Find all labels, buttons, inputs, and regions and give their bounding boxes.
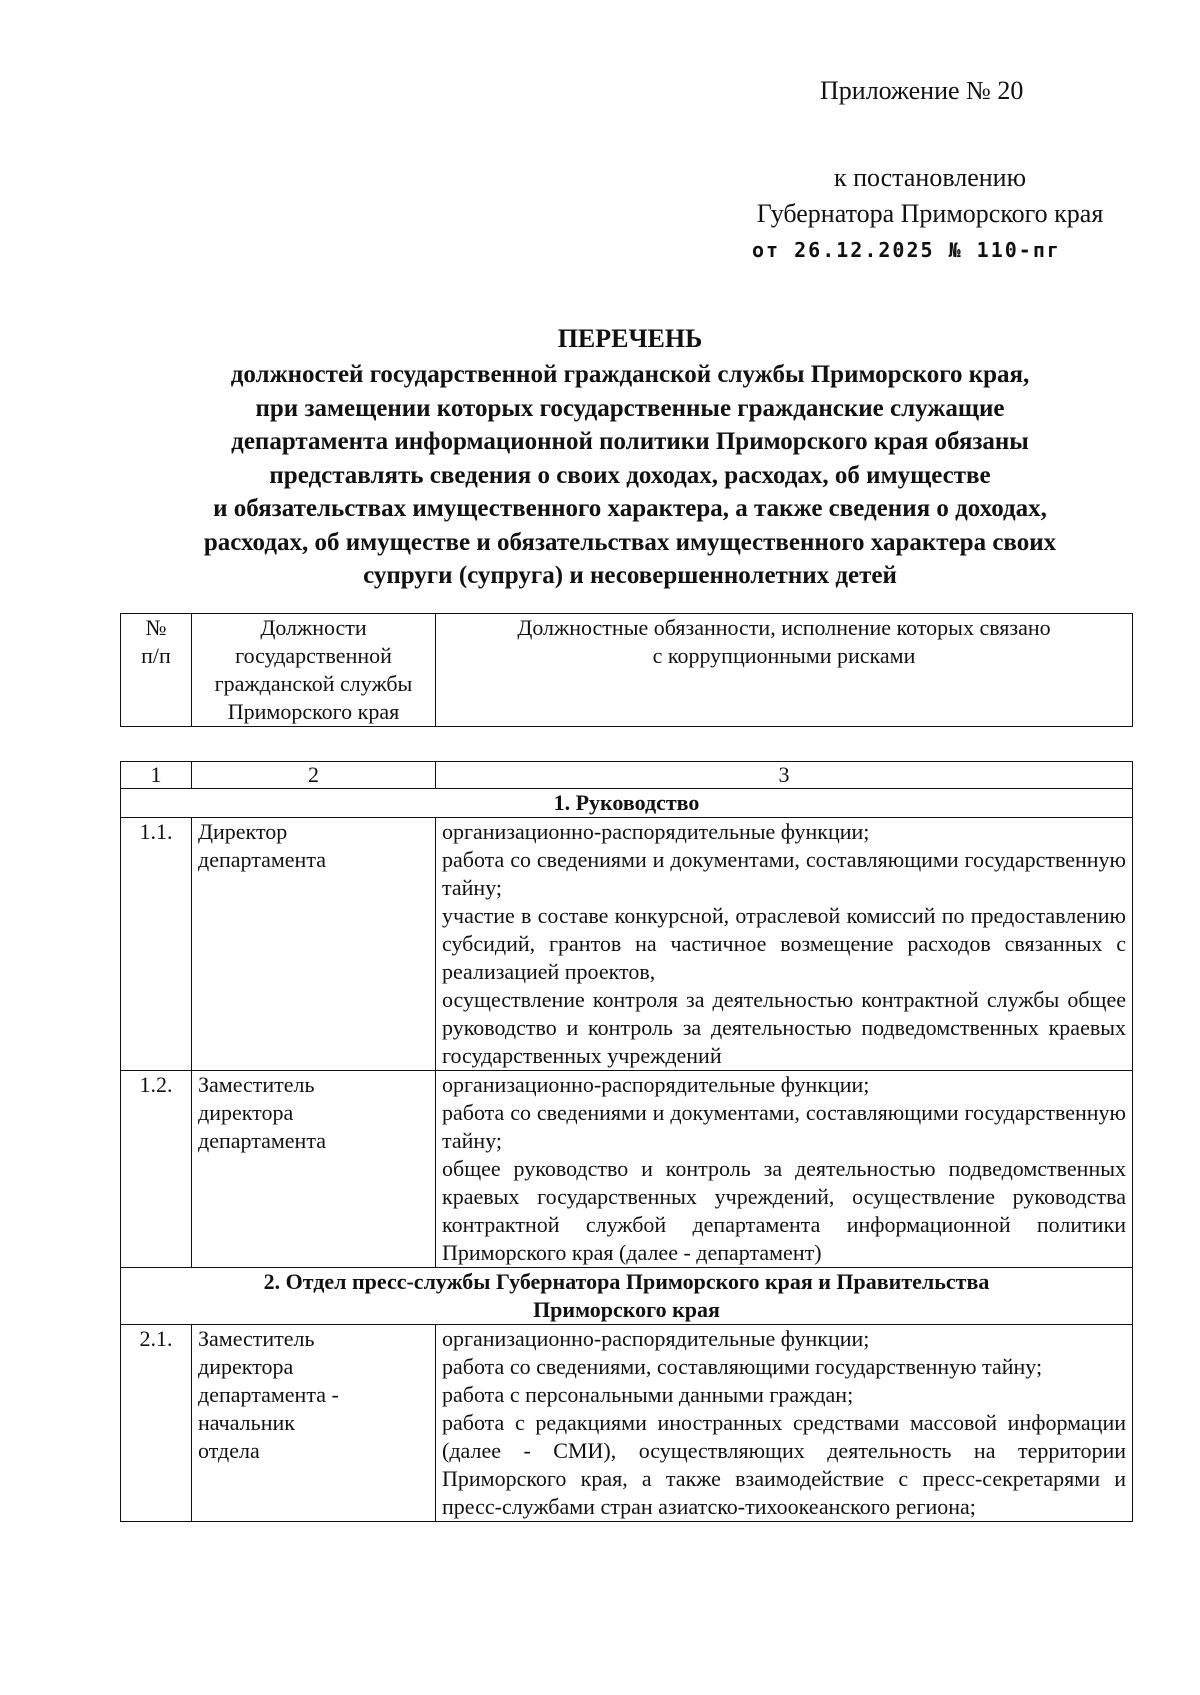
decree-reference-line-1: к постановлению <box>833 163 1027 192</box>
duty-item: организационно-распорядительные функции; <box>442 819 870 844</box>
duty-item: работа со сведениями, составляющими государственную тайну; <box>442 1354 1043 1379</box>
header-text: п/п <box>141 643 171 668</box>
header-col-duties <box>436 614 1133 727</box>
subtitle-line: департамента информационной политики Приморского края обязаны <box>231 428 1029 455</box>
table-header-row <box>121 614 1133 727</box>
table-row <box>121 1071 1133 1268</box>
position-line: директора <box>198 1100 294 1125</box>
position-title <box>192 1071 436 1268</box>
section-row <box>121 789 1133 818</box>
header-text: с коррупционными рисками <box>652 643 916 668</box>
decree-reference <box>740 160 1120 232</box>
positions-table-body <box>121 762 1133 1522</box>
subtitle-line: при замещении которых государственные гражданские служащие <box>255 394 1005 422</box>
column-number: 2 <box>192 762 436 789</box>
decree-date-number: от 26.12.2025 № 110-пг <box>752 238 1061 262</box>
section-title-line: Приморского края <box>533 1297 720 1322</box>
header-col-number <box>121 614 192 727</box>
section-row <box>121 1268 1133 1325</box>
position-line: департамента - <box>198 1382 339 1407</box>
duty-item: организационно-распорядительные функции; <box>442 1072 870 1097</box>
position-line: начальник <box>198 1410 295 1435</box>
column-number: 1 <box>121 762 192 789</box>
duty-item: работа со сведениями и документами, составляющими государственную тайну; <box>442 847 1126 900</box>
document-title: ПЕРЕЧЕНЬ <box>557 324 703 353</box>
column-numbers-row <box>121 762 1133 789</box>
position-line: Заместитель <box>198 1326 315 1351</box>
position-line: департамента <box>198 847 326 872</box>
duty-item: работа с редакциями иностранных средствами массовой информации (далее - СМИ), осуществляющих деятельность на территории Приморского края, а также взаимодействие с пресс-секретарями и пресс-службами стран азиатско-тихоокеанского региона; <box>442 1410 1126 1519</box>
row-number: 2.1. <box>121 1325 192 1522</box>
table-row <box>121 818 1133 1071</box>
duties-list <box>436 1325 1133 1522</box>
decree-reference-line-2: Губернатора Приморского края <box>756 199 1104 228</box>
document-subtitle <box>130 358 1130 593</box>
duty-item: участие в составе конкурсной, отраслевой комиссий по предоставлению субсидий, грантов на частичное возмещение расходов связанных с реализацией проектов, <box>442 903 1126 984</box>
header-text: № <box>145 615 167 640</box>
duty-item: осуществление контроля за деятельностью контрактной службы общее руководство и контроль за деятельностью подведомственных краевых государственных учреждений <box>442 987 1126 1068</box>
section-title <box>121 789 1133 818</box>
duty-item: работа с персональными данными граждан; <box>442 1382 854 1407</box>
header-col-position <box>192 614 436 727</box>
table-header <box>120 613 1133 727</box>
subtitle-line: супруги (супруга) и несовершеннолетних детей <box>363 562 897 589</box>
position-line: отдела <box>198 1438 260 1463</box>
row-number: 1.2. <box>121 1071 192 1268</box>
position-line: Заместитель <box>198 1072 315 1097</box>
duty-item: организационно-распорядительные функции; <box>442 1326 870 1351</box>
header-text: Должностные обязанности, исполнение которых связано <box>517 615 1051 640</box>
section-title-line: 2. Отдел пресс-службы Губернатора Приморского края и Правительства <box>263 1269 990 1294</box>
table-row <box>121 1325 1133 1522</box>
header-text: Приморского края <box>227 699 400 724</box>
appendix-label: Приложение № 20 <box>820 76 1024 105</box>
header-text: гражданской службы <box>214 671 413 696</box>
position-line: департамента <box>198 1128 326 1153</box>
subtitle-line: представлять сведения о своих доходах, расходах, об имуществе <box>269 461 991 489</box>
header-text: государственной <box>235 643 392 668</box>
positions-table <box>120 761 1133 1522</box>
duties-list <box>436 818 1133 1071</box>
subtitle-line: должностей государственной гражданской службы Приморского края, <box>230 361 1030 388</box>
subtitle-line: расходах, об имуществе и обязательствах имущественного характера своих <box>203 528 1057 556</box>
position-title <box>192 818 436 1071</box>
position-title <box>192 1325 436 1522</box>
duties-list <box>436 1071 1133 1268</box>
row-number: 1.1. <box>121 818 192 1071</box>
section-title <box>121 1268 1133 1325</box>
duty-item: работа со сведениями и документами, составляющими государственную тайну; <box>442 1100 1126 1153</box>
duty-item: общее руководство и контроль за деятельностью подведомственных краевых государственных учреждений, осуществление руководства контрактной службой департамента информационной политики Приморского края (далее - департамент) <box>442 1156 1126 1265</box>
position-line: директора <box>198 1354 294 1379</box>
header-text: Должности <box>260 615 367 640</box>
subtitle-line: и обязательствах имущественного характера, а также сведения о доходах, <box>213 495 1047 522</box>
position-line: Директор <box>198 819 288 844</box>
column-number: 3 <box>436 762 1133 789</box>
section-title-line: 1. Руководство <box>553 790 700 815</box>
